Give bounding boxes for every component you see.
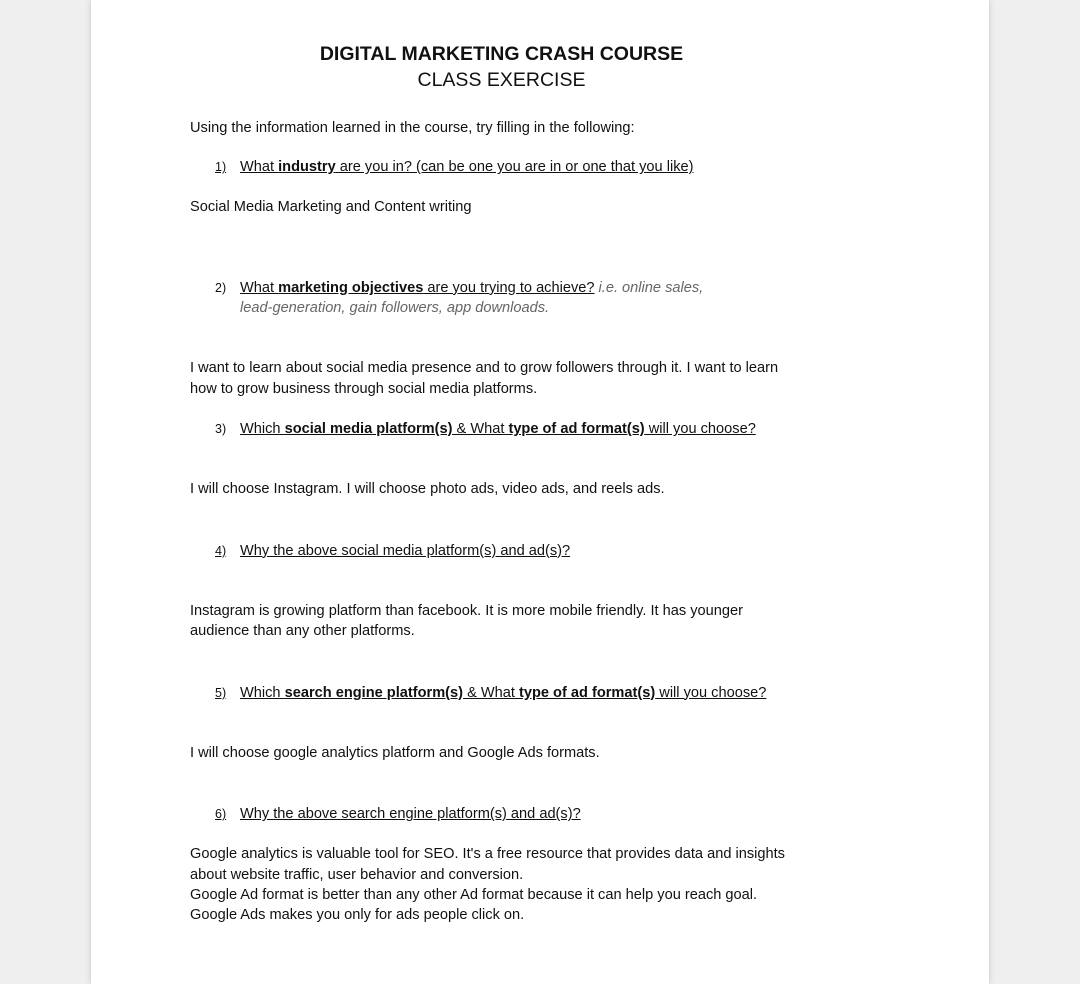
question-5 [215,683,830,703]
intro-text: Using the information learned in the course, try filling in the following: [190,120,635,136]
question-number: 5) [215,685,227,700]
answer-3: I will choose Instagram. I will choose photo ads, video ads, and reels ads. [190,481,665,498]
question-6 [215,804,830,824]
question-text: Why the above search engine platform(s) and ad(s)? [240,806,581,823]
question-text: Why the above social media platform(s) and ad(s)? [240,542,571,559]
answer-6: Google analytics is valuable tool for SEO. It's a free resource that provides data and insights about website traffic, user behavior and conversion. Google Ad format is better than any other Ad format because it can help you reach goal. Google Ads makes you only for ads people click on. [190,846,785,924]
question-3 [215,419,830,439]
question-number: 4) [215,543,227,558]
question-number: 1) [215,160,227,175]
question-text: What industry are you in? (can be one you are in or one that you like) [240,159,694,176]
answer-5: I will choose google analytics platform and Google Ads formats. [190,744,600,761]
answer-2: I want to learn about social media presence and to grow followers through it. I want to learn how to grow business through social media platforms. [190,360,779,397]
question-4 [215,541,830,561]
question-number: 2) [215,280,227,295]
answer-4: Instagram is growing platform than facebook. It is more mobile friendly. It has younger audience than any other platforms. [190,602,743,640]
document-content [190,42,830,926]
page-subtitle: CLASS EXERCISE [417,69,586,91]
page-title: DIGITAL MARKETING CRASH COURSE [319,43,684,65]
question-number: 3) [215,422,227,437]
answer-1: Social Media Marketing and Content writing [190,198,472,215]
document-page [91,0,989,984]
question-hint-line2: lead-generation, gain followers, app downloads. [240,300,550,317]
question-text: Which search engine platform(s) & What type of ad format(s) will you choose? [240,684,767,701]
question-text: Which social media platform(s) & What type of ad format(s) will you choose? [240,421,756,438]
question-text: What marketing objectives are you trying to achieve? i.e. online sales, lead-generation, gain followers, app downloads. [240,279,704,317]
question-number: 6) [215,807,227,822]
question-hint: i.e. online sales, [594,279,704,296]
question-1 [215,157,830,177]
question-2 [215,278,830,319]
